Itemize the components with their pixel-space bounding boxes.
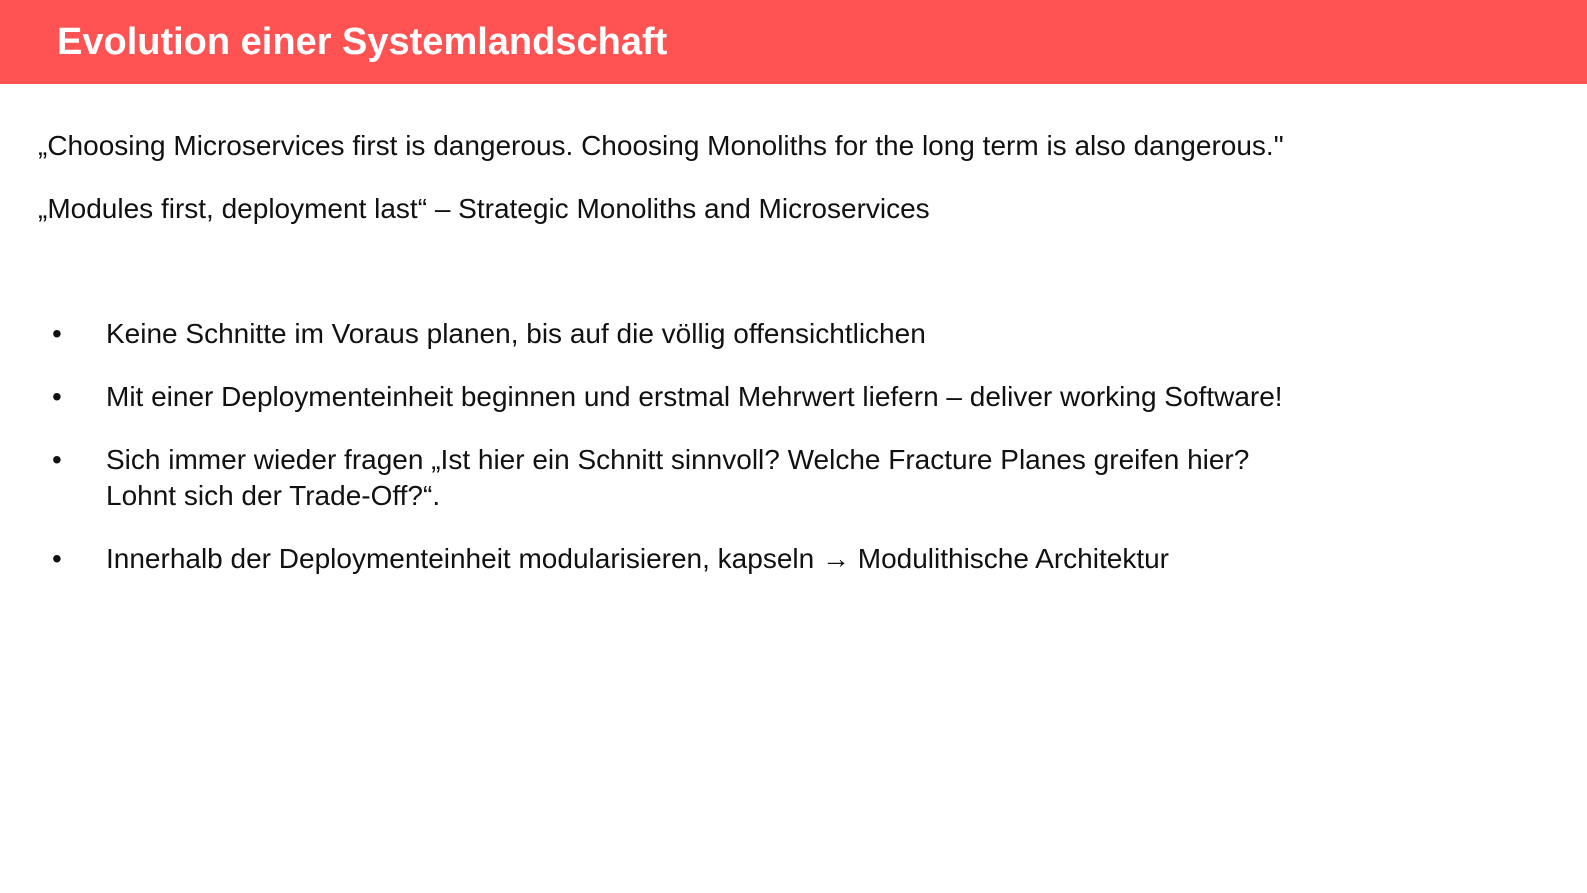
bullet-marker: • (52, 543, 62, 574)
list-item (0, 379, 1587, 415)
list-item (0, 316, 1587, 352)
list-item (0, 442, 1587, 514)
quote-modules-first: „Modules first, deployment last“ – Strategic Monoliths and Microservices (38, 193, 930, 224)
bullet-text: Keine Schnitte im Voraus planen, bis auf die völlig offensichtlichen (106, 318, 926, 349)
bullet-list (0, 316, 1587, 604)
bullet-marker: • (52, 444, 62, 475)
title-bar (0, 0, 1587, 84)
list-item (0, 541, 1587, 577)
bullet-marker: • (52, 318, 62, 349)
bullet-marker: • (52, 381, 62, 412)
quote-microservices: „Choosing Microservices first is dangerous. Choosing Monoliths for the long term is also dangerous." (38, 130, 1284, 161)
bullet-text: Sich immer wieder fragen „Ist hier ein Schnitt sinnvoll? Welche Fracture Planes greifen hier? Lohnt sich der Trade-Off?“. (106, 444, 1250, 511)
bullet-text: Innerhalb der Deploymenteinheit modularisieren, kapseln → Modulithische Architektur (106, 543, 1170, 574)
bullet-text: Mit einer Deploymenteinheit beginnen und erstmal Mehrwert liefern – deliver working Software! (106, 381, 1283, 412)
slide-title: Evolution einer Systemlandschaft (57, 21, 668, 63)
